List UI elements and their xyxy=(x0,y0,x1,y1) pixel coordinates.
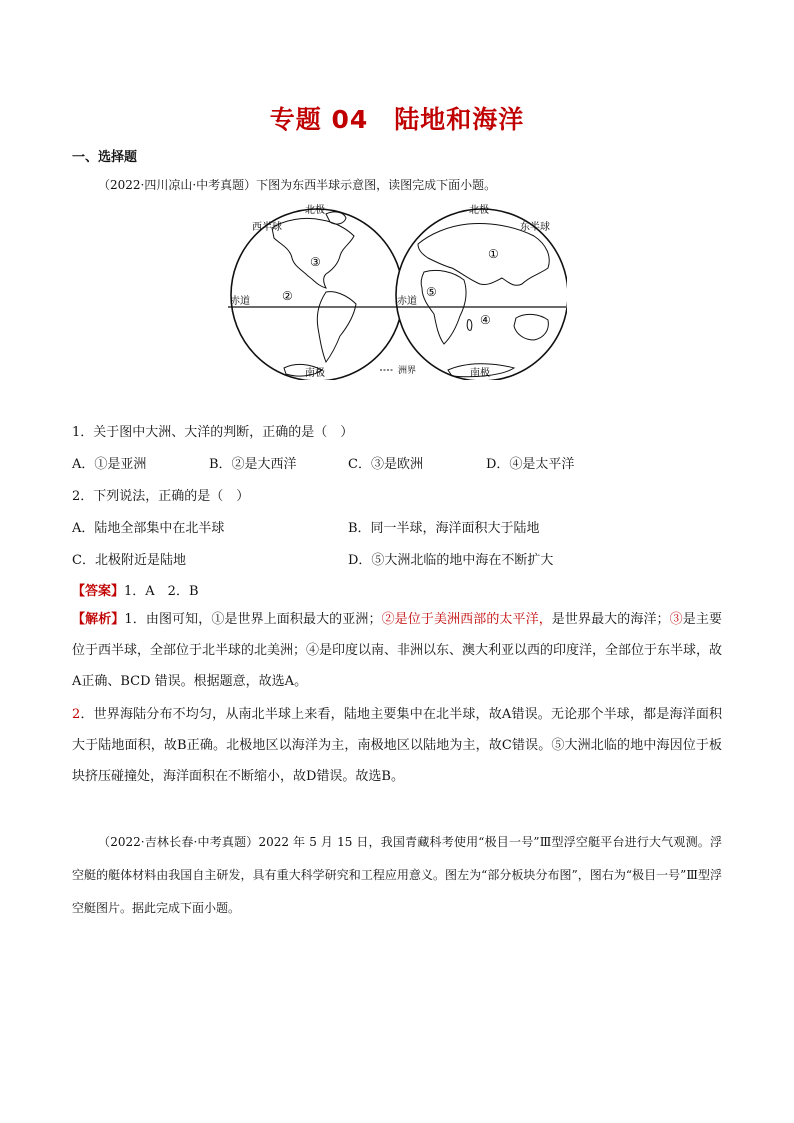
analysis-1-part-c: 是主要位于西半球，全部位于北半球的北美洲；④是印度以南、非洲以东、澳大利亚以西的印度洋，全部位于东半球，故A正确、BCD 错误。根据题意，故选A。 xyxy=(72,612,723,689)
question-2-option-b: B．同一半球，海洋面积大于陆地 xyxy=(348,521,540,536)
south-pole-label-east: 南极 xyxy=(470,368,490,379)
analysis-1-part-b: 是世界最大的海洋； xyxy=(551,612,670,627)
marker-1: ① xyxy=(488,247,499,261)
western-hemisphere-circle xyxy=(231,209,403,380)
western-hemisphere-label: 西半球 xyxy=(252,222,282,233)
marker-5: ⑤ xyxy=(426,285,437,299)
analysis-paragraph-1 xyxy=(72,604,722,697)
analysis-1-highlight: ②是位于美洲西部的太平洋， xyxy=(381,612,552,627)
question-1-option-c: C．③是欧洲 xyxy=(348,457,423,472)
analysis-1-part-a: 1．由图可知，①是世界上面积最大的亚洲； xyxy=(124,612,382,627)
boundary-legend-label: 洲界 xyxy=(398,366,417,376)
analysis-tag: 【解析】 xyxy=(72,612,125,627)
question-2-option-c: C．北极附近是陆地 xyxy=(72,553,186,568)
analysis-1-highlight-2: ③ xyxy=(669,612,683,627)
marker-4: ④ xyxy=(480,313,491,327)
question-1-option-b: B．②是大西洋 xyxy=(209,457,297,472)
south-pole-label-west: 南极 xyxy=(305,368,325,379)
analysis-2-number: 2 xyxy=(72,707,81,722)
analysis-2-text: ．世界海陆分布不均匀，从南北半球上来看，陆地主要集中在北半球，故A错误。无论那个半球，都是海洋面积大于陆地面积，故B正确。北极地区以海洋为主，南极地区以陆地为主，故C错误。⑤大洲北临的地中海因位于板块挤压碰撞处，海洋面积在不断缩小，故D错误。故选B。 xyxy=(72,707,722,784)
question-2-stem: 2．下列说法，正确的是（ ） xyxy=(72,489,250,504)
equator-label-west: 赤道 xyxy=(230,296,250,307)
equator-label-east: 赤道 xyxy=(397,296,417,307)
question-2-option-d: D．⑤大洲北临的地中海在不断扩大 xyxy=(348,553,554,568)
north-pole-label-west: 北极 xyxy=(305,205,325,216)
question-2-option-a: A．陆地全部集中在北半球 xyxy=(72,521,225,536)
page-title: 专题 04 陆地和海洋 xyxy=(269,105,525,134)
north-pole-label-east: 北极 xyxy=(469,205,489,216)
question-1-option-a: A．①是亚洲 xyxy=(72,457,147,472)
answer-line xyxy=(72,580,199,599)
marker-2: ② xyxy=(282,289,293,303)
answer-tag: 【答案】 xyxy=(72,584,125,599)
question-group-2-intro: （2022·吉林长春·中考真题）2022 年 5 月 15 日，我国青藏科考使用“极目一号”Ⅲ型浮空艇平台进行大气观测。浮空艇的艇体材料由我国自主研发，具有重大科学研究和工程应用意义。图左为“部分板块分布图”，图右为“极目一号”Ⅲ型浮空艇图片。据此完成下面小题。 xyxy=(72,835,722,915)
question-group-intro: （2022·四川凉山·中考真题）下图为东西半球示意图，读图完成下面小题。 xyxy=(98,178,497,192)
question-1-option-d: D．④是太平洋 xyxy=(486,457,575,472)
eastern-hemisphere-circle xyxy=(396,209,567,380)
hemisphere-map-figure xyxy=(222,200,567,380)
section-heading: 一、选择题 xyxy=(72,150,138,165)
analysis-paragraph-2 xyxy=(72,699,722,792)
question-1-stem: 1．关于图中大洲、大洋的判断，正确的是（ ） xyxy=(72,425,354,440)
answer-text: 1．A 2．B xyxy=(124,584,199,599)
eastern-hemisphere-label: 东半球 xyxy=(520,222,550,233)
marker-3: ③ xyxy=(310,255,321,269)
